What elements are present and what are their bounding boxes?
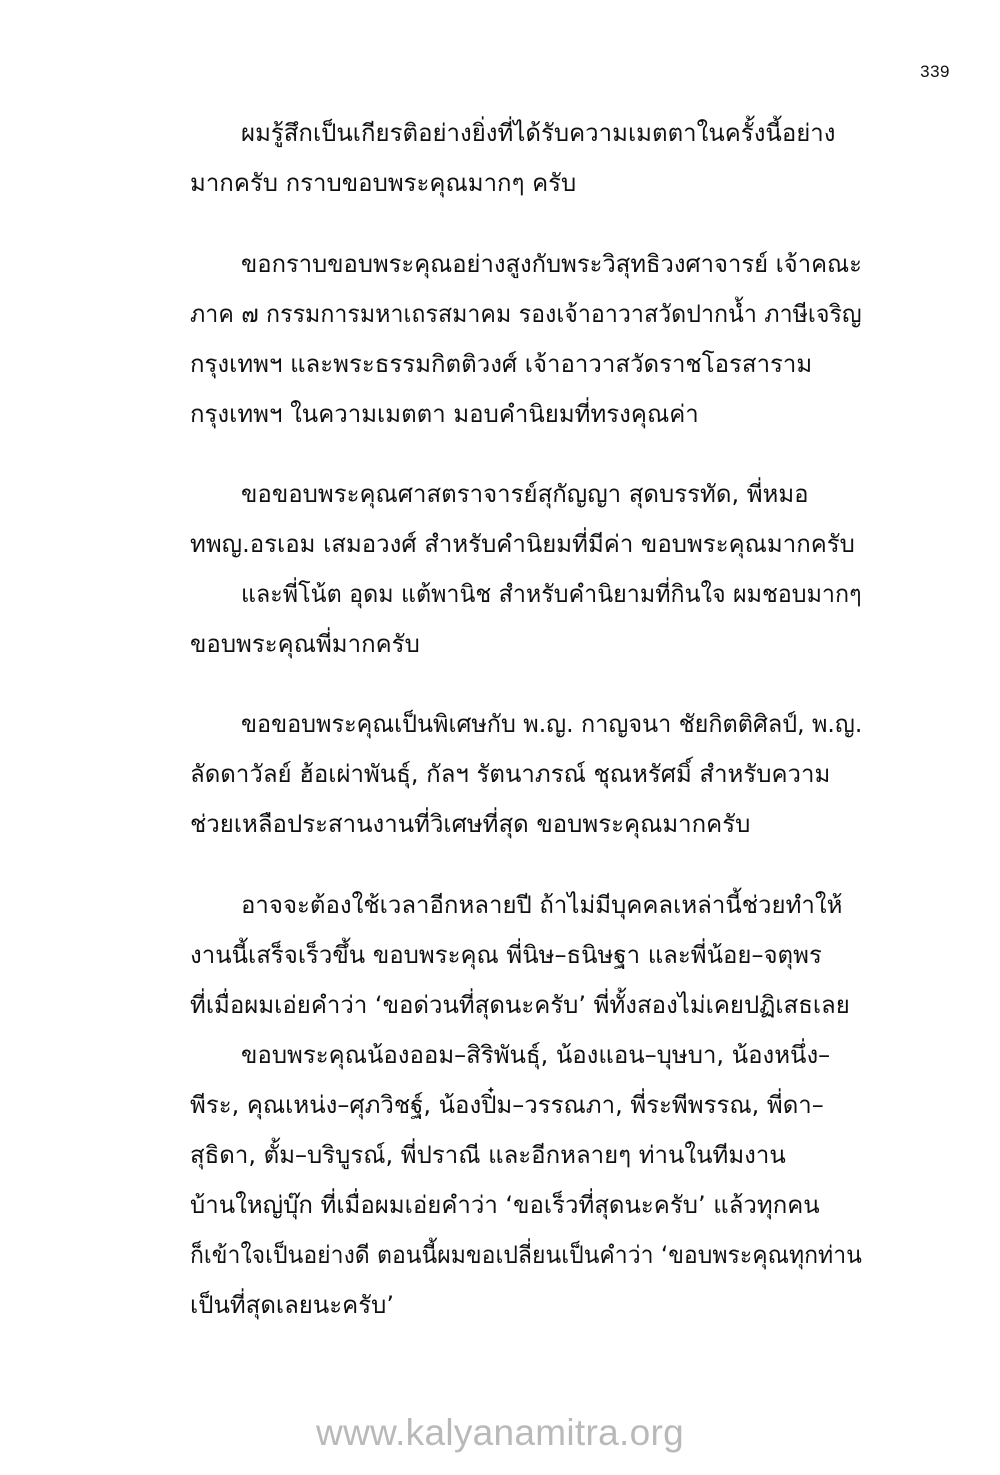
paragraph-1-line-2: มากครับ กราบขอบพระคุณมากๆ ครับ	[190, 169, 577, 197]
paragraph-5-line-5: พีระ, คุณเหน่ง–ศุภวิชฐ์, น้องปิ๋ม–วรรณภา, พี่ระพีพรรณ, พี่ดา–	[190, 1091, 824, 1119]
paragraph-4-line-2: ลัดดาวัลย์ ฮ้อเผ่าพันธุ์, กัลฯ รัตนาภรณ์ ชุณหรัศมิ์ สำหรับความ	[190, 760, 831, 788]
paragraph-3-line-4: ขอบพระคุณพี่มากครับ	[190, 630, 420, 658]
paragraph-5-line-9: เป็นที่สุดเลยนะครับ’	[190, 1291, 394, 1319]
paragraph-2-line-1: ขอกราบขอบพระคุณอย่างสูงกับพระวิสุทธิวงศาจารย์ เจ้าคณะ	[241, 250, 862, 278]
paragraph-1-line-1: ผมรู้สึกเป็นเกียรติอย่างยิ่งที่ได้รับความเมตตาในครั้งนี้อย่าง	[241, 119, 836, 147]
paragraph-5-line-1: อาจจะต้องใช้เวลาอีกหลายปี ถ้าไม่มีบุคคลเหล่านี้ช่วยทำให้	[241, 891, 843, 919]
paragraph-4-line-3: ช่วยเหลือประสานงานที่วิเศษที่สุด ขอบพระคุณมากครับ	[190, 810, 751, 838]
paragraph-3-line-2: ทพญ.อรเอม เสมอวงศ์ สำหรับคำนิยมที่มีค่า ขอบพระคุณมากครับ	[190, 530, 855, 558]
paragraph-5-line-6: สุธิดา, ตั้ม–บริบูรณ์, พี่ปราณี และอีกหลายๆ ท่านในทีมงาน	[190, 1141, 786, 1169]
paragraph-2-line-2: ภาค ๗ กรรมการมหาเถรสมาคม รองเจ้าอาวาสวัดปากน้ำ ภาษีเจริญ	[190, 300, 862, 328]
paragraph-5-line-7: บ้านใหญ่บุ๊ก ที่เมื่อผมเอ่ยคำว่า ‘ขอเร็วที่สุดนะครับ’ แล้วทุกคน	[190, 1191, 820, 1219]
paragraph-5-line-3: ที่เมื่อผมเอ่ยคำว่า ‘ขอด่วนที่สุดนะครับ’ พี่ทั้งสองไม่เคยปฏิเสธเลย	[190, 991, 850, 1019]
paragraph-5-line-8: ก็เข้าใจเป็นอย่างดี ตอนนี้ผมขอเปลี่ยนเป็นคำว่า ‘ขอบพระคุณทุกท่าน	[190, 1241, 862, 1269]
paragraph-5-line-4: ขอบพระคุณน้องออม–สิริพันธุ์, น้องแอน–บุษบา, น้องหนึ่ง–	[241, 1041, 831, 1069]
paragraph-3-line-1: ขอขอบพระคุณศาสตราจารย์สุกัญญา สุดบรรทัด, พี่หมอ	[241, 480, 809, 508]
watermark: www.kalyanamitra.org	[316, 1412, 684, 1453]
paragraph-3-line-3: และพี่โน้ต อุดม แต้พานิช สำหรับคำนิยามที่กินใจ ผมชอบมากๆ	[241, 580, 862, 608]
paragraph-2-line-3: กรุงเทพฯ และพระธรรมกิตติวงศ์ เจ้าอาวาสวัดราชโอรสาราม	[190, 350, 813, 378]
paragraph-5-line-2: งานนี้เสร็จเร็วขึ้น ขอบพระคุณ พี่นิษ–ธนิษฐา และพี่น้อย–จตุพร	[190, 941, 822, 969]
page-number: 339	[920, 62, 950, 81]
paragraph-2-line-4: กรุงเทพฯ ในความเมตตา มอบคำนิยมที่ทรงคุณค่า	[190, 400, 699, 428]
paragraph-4-line-1: ขอขอบพระคุณเป็นพิเศษกับ พ.ญ. กาญจนา ชัยกิตติศิลป์, พ.ญ.	[241, 710, 863, 738]
